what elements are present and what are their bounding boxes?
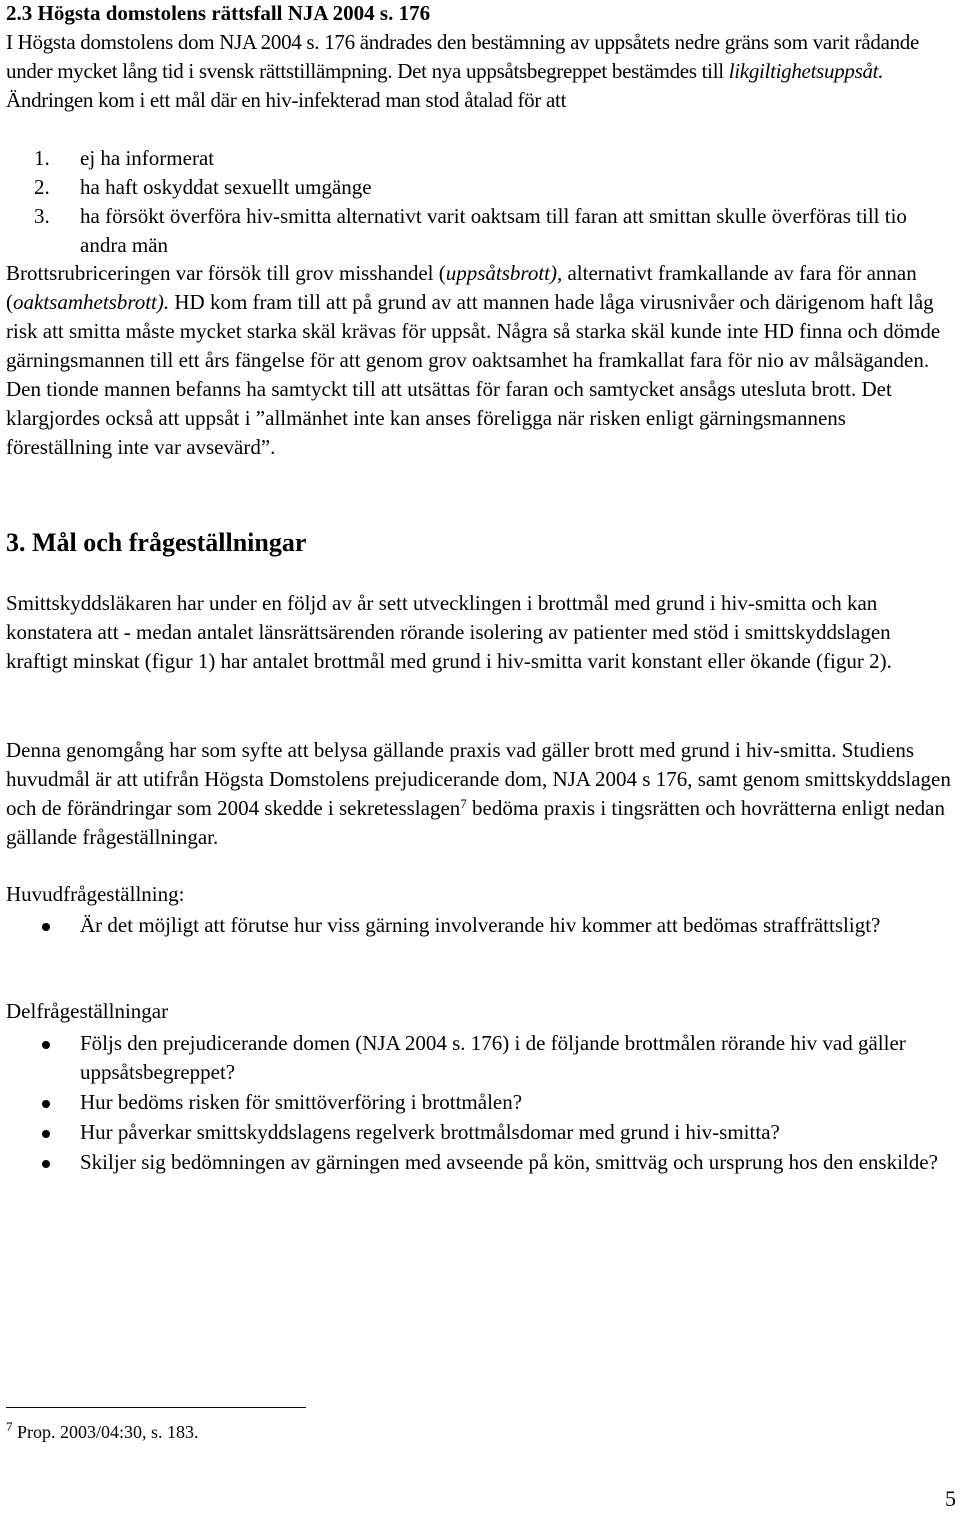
paragraph-smittskydd: Smittskyddsläkaren har under en följd av år sett utvecklingen i brottmål med grund i hiv-smitta och kan konstatera att - medan antalet länsrättsärenden rörande isolering av patienter med stöd i smittskyddslagen kraftigt minskat (figur 1) har antalet brottmål med grund i hiv-smitta varit konstant eller ökande (figur 2). <box>6 591 892 673</box>
list-item <box>6 173 956 202</box>
bullet-item <box>6 911 956 940</box>
verdict-paragraph <box>6 259 956 462</box>
sub-question-label: Delfrågeställningar <box>6 999 169 1023</box>
bullet-icon <box>42 1130 50 1138</box>
purpose-text: Denna genomgång har som syfte att belysa gällande praxis vad gäller brott med grund i hiv-smitta. Studiens huvudmål är att utifrån Högsta Domstolens prejudicerande dom, NJA 2004 s 176, samt genom smittskyddslagen och de förändringar som 2004 skedde i sekretesslagen <box>6 738 951 820</box>
main-question-list <box>6 911 956 940</box>
heading-3: 3. Mål och frågeställningar <box>6 528 307 557</box>
footnote-text: Prop. 2003/04:30, s. 183. <box>12 1422 199 1442</box>
main-question-label: Huvudfrågeställning: <box>6 882 185 906</box>
ordered-list <box>6 144 956 260</box>
bullet-item <box>6 1118 956 1147</box>
bullet-icon <box>42 923 50 931</box>
list-text: ha försökt överföra hiv-smitta alternativt varit oaktsam till faran att smittan skulle överföras till tio andra män <box>80 204 907 257</box>
intro-paragraph <box>6 28 956 115</box>
bullet-icon <box>42 1100 50 1108</box>
list-number: 2. <box>34 175 50 199</box>
bullet-item <box>6 1148 956 1177</box>
bullet-text: Hur påverkar smittskyddslagens regelverk brottmålsdomar med grund i hiv-smitta? <box>80 1120 780 1144</box>
section-title: 2.3 Högsta domstolens rättsfall NJA 2004 s. 176 <box>6 1 431 25</box>
page-number: 5 <box>945 1486 956 1511</box>
bullet-icon <box>42 1041 50 1049</box>
list-text: ha haft oskyddat sexuellt umgänge <box>80 175 372 199</box>
verdict-text: Brottsrubriceringen var försök till grov misshandel ( <box>6 261 446 285</box>
footnote-ref[interactable]: 7 <box>460 796 467 811</box>
bullet-text: Skiljer sig bedömningen av gärningen med avseende på kön, smittväg och ursprung hos den enskilde? <box>80 1150 938 1174</box>
bullet-item <box>6 1029 956 1087</box>
intro-line-2: Ändringen kom i ett mål där en hiv-infekterad man stod åtalad för att <box>6 88 567 112</box>
list-number: 1. <box>34 146 50 170</box>
paragraph-purpose <box>6 736 956 852</box>
list-number: 3. <box>34 204 50 228</box>
bullet-text: Är det möjligt att förutse hur viss gärning involverande hiv kommer att bedömas straffrättsligt? <box>80 913 881 937</box>
footnote-divider <box>6 1407 306 1408</box>
bullet-text: Följs den prejudicerande domen (NJA 2004 s. 176) i de följande brottmålen rörande hiv vad gäller uppsåtsbegreppet? <box>80 1031 906 1084</box>
verdict-text: HD kom fram till att på grund av att mannen hade låga virusnivåer och därigenom haft låg risk att smitta måste mycket starka skäl krävas för uppsåt. Några så starka skäl kunde inte HD finna och dömde gärningsmannen till ett års fängelse för att genom grov oaktsamhet ha framkallat fara för nio av målsäganden. Den tionde mannen befanns ha samtyckt till att utsättas för faran och samtycket ansågs utesluta brott. Det klargjordes också att uppsåt i ”allmänhet inte kan anses föreligga när risken enligt gärningsmannens föreställning inte var avsevärd”. <box>6 290 941 459</box>
footnote <box>6 1421 199 1443</box>
bullet-icon <box>42 1160 50 1168</box>
list-item <box>6 202 956 260</box>
intro-emphasis: likgiltighetsuppsåt. <box>728 59 884 83</box>
bullet-item <box>6 1088 956 1117</box>
list-item <box>6 144 956 173</box>
footnote-number: 7 <box>6 1419 13 1434</box>
intro-text: I Högsta domstolens dom NJA 2004 s. 176 ändrades den bestämning av uppsåtets nedre gräns som varit rådande under mycket lång tid i svensk rättstillämpning. Det nya uppsåtsbegreppet bestämdes till <box>6 30 920 83</box>
list-text: ej ha informerat <box>80 146 215 170</box>
bullet-text: Hur bedöms risken för smittöverföring i brottmålen? <box>80 1090 523 1114</box>
purpose-text: bedöma praxis i tingsrätten och hovrätterna enligt nedan gällande frågeställningar. <box>6 796 945 849</box>
verdict-emphasis: oaktsamhetsbrott). <box>13 290 170 314</box>
verdict-text: alternativt framkallande av fara för annan ( <box>6 261 917 314</box>
sub-question-list <box>6 1029 956 1177</box>
verdict-emphasis: uppsåtsbrott), <box>445 261 563 285</box>
